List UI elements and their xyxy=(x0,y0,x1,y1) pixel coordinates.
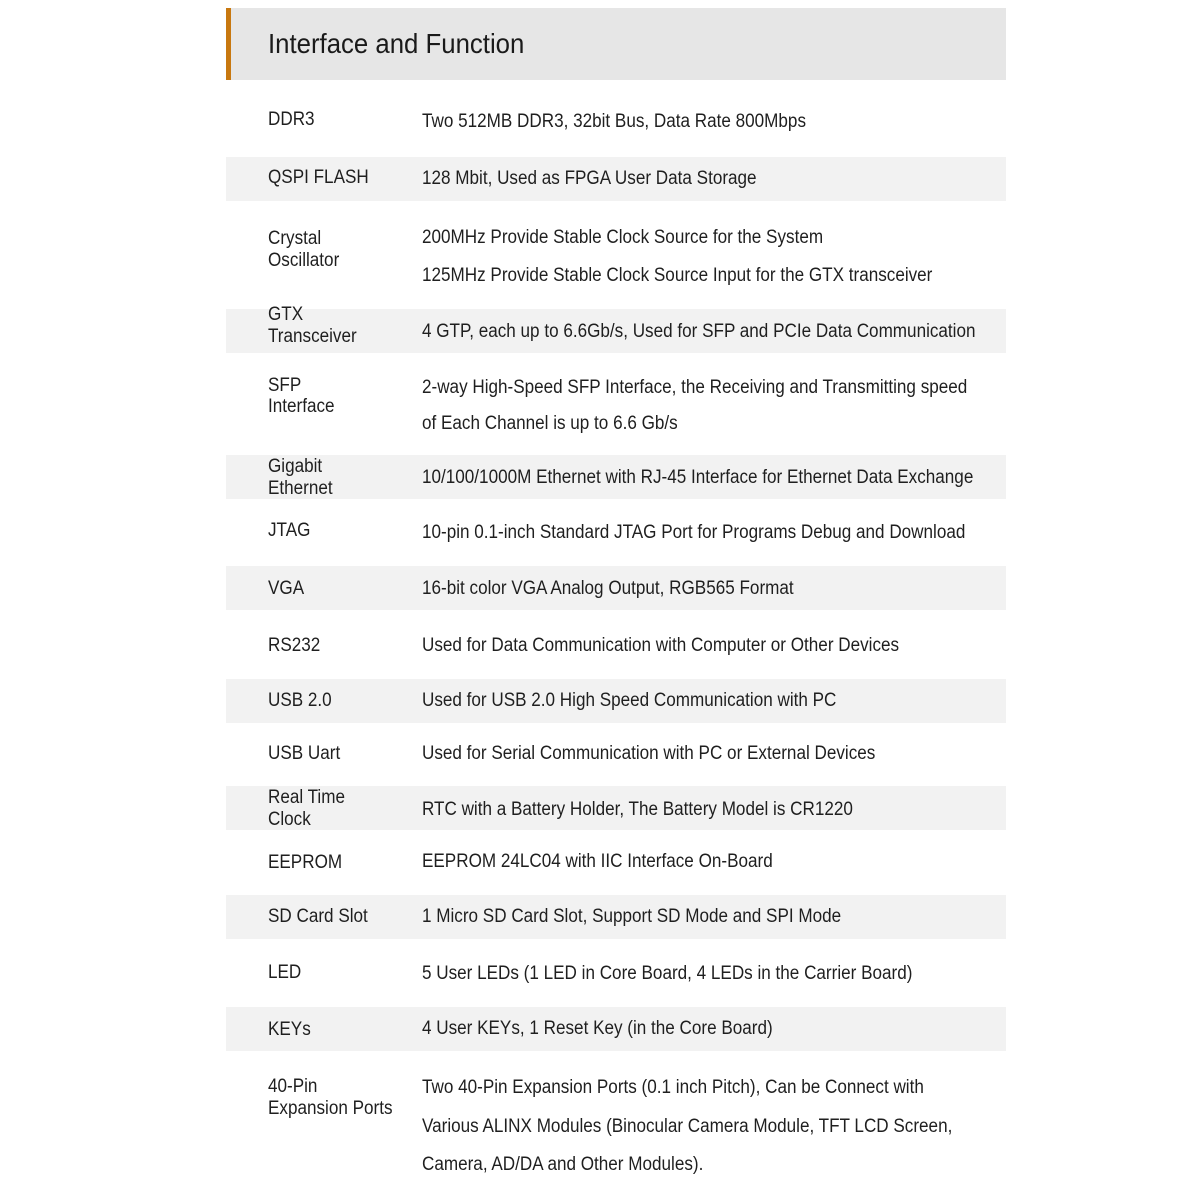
row-description: Used for USB 2.0 High Speed Communication with PC xyxy=(422,690,837,711)
row-label: Gigabit xyxy=(268,456,323,477)
row-description: 125MHz Provide Stable Clock Source Input for the GTX transceiver xyxy=(422,265,933,286)
row-description: 5 User LEDs (1 LED in Core Board, 4 LEDs in the Carrier Board) xyxy=(422,963,913,984)
row-description: Camera, AD/DA and Other Modules). xyxy=(422,1154,704,1175)
row-label: USB 2.0 xyxy=(268,690,332,711)
row-label: Expansion Ports xyxy=(268,1098,393,1119)
row-label: Crystal xyxy=(268,228,322,249)
row-description: Two 40-Pin Expansion Ports (0.1 inch Pitch), Can be Connect with xyxy=(422,1077,924,1098)
section-header xyxy=(226,8,1006,80)
row-description: 4 GTP, each up to 6.6Gb/s, Used for SFP and PCIe Data Communication xyxy=(422,321,976,342)
row-label: Oscillator xyxy=(268,250,340,271)
row-label: Transceiver xyxy=(268,326,357,347)
row-label: GTX xyxy=(268,304,304,325)
row-label: LED xyxy=(268,962,302,983)
row-description: Various ALINX Modules (Binocular Camera Module, TFT LCD Screen, xyxy=(422,1116,953,1137)
row-label: SD Card Slot xyxy=(268,906,368,927)
row-description: 1 Micro SD Card Slot, Support SD Mode and SPI Mode xyxy=(422,906,842,927)
row-label: VGA xyxy=(268,578,305,599)
row-label: Ethernet xyxy=(268,478,333,499)
row-label: Interface xyxy=(268,396,335,417)
row-description: 2-way High-Speed SFP Interface, the Receiving and Transmitting speed xyxy=(422,377,968,398)
row-description: Used for Serial Communication with PC or External Devices xyxy=(422,743,876,764)
row-label: EEPROM xyxy=(268,852,343,873)
row-description: 128 Mbit, Used as FPGA User Data Storage xyxy=(422,168,757,189)
row-description: 10-pin 0.1-inch Standard JTAG Port for Programs Debug and Download xyxy=(422,522,966,543)
row-label: QSPI FLASH xyxy=(268,167,369,188)
row-label: KEYs xyxy=(268,1019,311,1040)
row-description: 200MHz Provide Stable Clock Source for the System xyxy=(422,227,824,248)
row-description: Used for Data Communication with Computer or Other Devices xyxy=(422,635,900,656)
row-description: RTC with a Battery Holder, The Battery Model is CR1220 xyxy=(422,799,853,820)
row-label: SFP xyxy=(268,375,302,396)
row-label: Real Time xyxy=(268,787,345,808)
row-description: of Each Channel is up to 6.6 Gb/s xyxy=(422,413,678,434)
row-label: 40-Pin xyxy=(268,1076,318,1097)
row-description: 16-bit color VGA Analog Output, RGB565 Format xyxy=(422,578,794,599)
row-label: USB Uart xyxy=(268,743,341,764)
row-description: 10/100/1000M Ethernet with RJ-45 Interface for Ethernet Data Exchange xyxy=(422,467,974,488)
row-description: 4 User KEYs, 1 Reset Key (in the Core Board) xyxy=(422,1018,773,1039)
row-label: DDR3 xyxy=(268,109,315,130)
row-description: Two 512MB DDR3, 32bit Bus, Data Rate 800Mbps xyxy=(422,111,806,132)
row-label: Clock xyxy=(268,809,311,830)
header-accent-bar xyxy=(226,8,231,80)
row-label: RS232 xyxy=(268,635,321,656)
section-title: Interface and Function xyxy=(268,28,525,59)
row-label: JTAG xyxy=(268,520,311,541)
row-description: EEPROM 24LC04 with IIC Interface On-Board xyxy=(422,851,773,872)
